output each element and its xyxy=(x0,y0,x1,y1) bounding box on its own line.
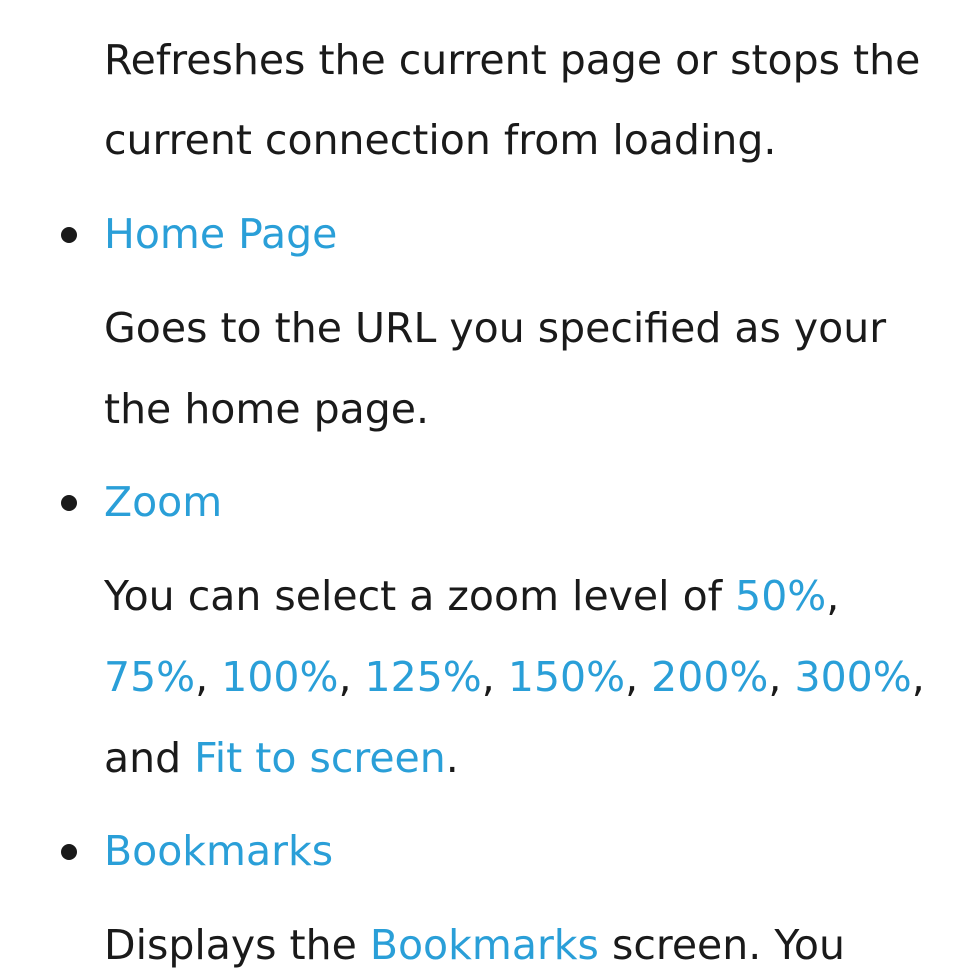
home-page-heading: Home Page xyxy=(104,210,338,258)
bookmarks-description-suffix: screen. You xyxy=(598,921,845,969)
comma: , xyxy=(625,653,639,701)
zoom-level-50: 50% xyxy=(735,572,827,620)
comma: , xyxy=(338,653,352,701)
zoom-description-prefix: You can select a zoom level of xyxy=(104,572,736,620)
zoom-heading: Zoom xyxy=(104,478,223,526)
comma: , xyxy=(768,653,782,701)
period: . xyxy=(445,734,459,782)
zoom-level-75: 75% xyxy=(104,653,196,701)
zoom-description-line-1 xyxy=(104,572,840,620)
bookmarks-screen-link: Bookmarks xyxy=(369,921,599,969)
fit-to-screen-option: Fit to screen xyxy=(194,734,446,782)
bullet-icon xyxy=(61,844,77,860)
bookmarks-description-prefix: Displays the xyxy=(104,921,370,969)
zoom-level-300: 300% xyxy=(794,653,912,701)
zoom-level-100: 100% xyxy=(221,653,339,701)
and-text: and xyxy=(104,734,195,782)
bookmarks-heading: Bookmarks xyxy=(104,827,334,875)
zoom-level-125: 125% xyxy=(364,653,482,701)
zoom-description-line-3 xyxy=(104,734,459,782)
bullet-icon xyxy=(61,227,77,243)
comma: , xyxy=(195,653,209,701)
zoom-level-200: 200% xyxy=(651,653,769,701)
comma: , xyxy=(911,653,925,701)
comma: , xyxy=(826,572,840,620)
home-page-description-line-1: Goes to the URL you specified as your xyxy=(104,304,887,352)
zoom-level-150: 150% xyxy=(507,653,626,701)
comma: , xyxy=(481,653,495,701)
bullet-icon xyxy=(61,495,77,511)
bookmarks-description-line-1 xyxy=(104,921,845,969)
home-page-description-line-2: the home page. xyxy=(104,385,430,433)
zoom-description-line-2 xyxy=(104,653,925,701)
refresh-description-line-1: Refreshes the current page or stops the xyxy=(104,36,921,84)
refresh-description-line-2: current connection from loading. xyxy=(104,116,777,164)
